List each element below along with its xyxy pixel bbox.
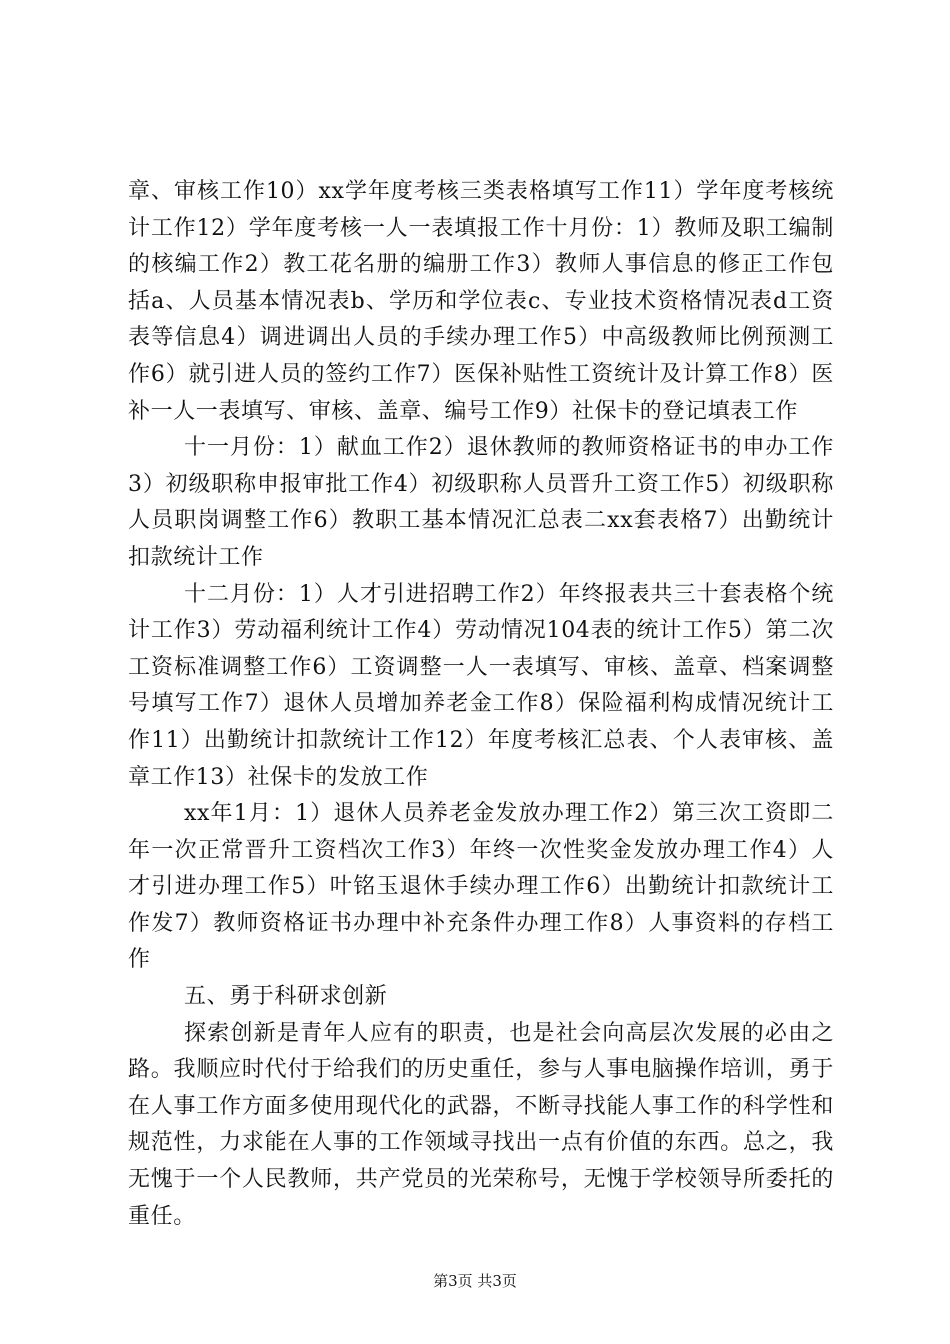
paragraph-january-tasks: xx年1月：1）退休人员养老金发放办理工作2）第三次工资即二年一次正常晋升工资档次工作3）年终一次性奖金发放办理工作4）人才引进办理工作5）叶铭玉退休手续办理工作6）出勤统计扣款统计工作发7）教师资格证书办理中补充条件办理工作8）人事资料的存档工作	[128, 801, 834, 973]
paragraph-innovation: 探索创新是青年人应有的职责，也是社会向高层次发展的必由之路。我顺应时代付于给我们的历史重任，参与人事电脑操作培训，勇于在人事工作方面多使用现代化的武器，不断寻找能人事工作的科学性和规范性，力求能在人事的工作领域寻找出一点有价值的东西。总之，我无愧于一个人民教师，共产党员的光荣称号，无愧于学校领导所委托的重任。	[128, 1020, 834, 1229]
paragraph-november-tasks: 十一月份：1）献血工作2）退休教师的教师资格证书的申办工作3）初级职称申报审批工作4）初级职称人员晋升工资工作5）初级职称人员职岗调整工作6）教职工基本情况汇总表二xx套表格7）出勤统计扣款统计工作	[128, 435, 834, 570]
paragraph-august-september-tasks: 章、审核工作10）xx学年度考核三类表格填写工作11）学年度考核统计工作12）学年度考核一人一表填报工作十月份：1）教师及职工编制的核编工作2）教工花名册的编册工作3）教师人事信息的修正工作包括a、人员基本情况表b、学历和学位表c、专业技术资格情况表d工资表等信息4）调进调出人员的手续办理工作5）中高级教师比例预测工作6）就引进人员的签约工作7）医保补贴性工资统计及计算工作8）医补一人一表填写、审核、盖章、编号工作9）社保卡的登记填表工作	[128, 179, 834, 424]
document-body	[128, 174, 834, 1235]
section-heading-innovation: 五、勇于科研求创新	[184, 984, 388, 1010]
page-number-footer: 第3页 共3页	[433, 1272, 517, 1290]
paragraph-december-tasks: 十二月份：1）人才引进招聘工作2）年终报表共三十套表格个统计工作3）劳动福利统计工作4）劳动情况104表的统计工作5）第二次工资标准调整工作6）工资调整一人一表填写、审核、盖章、档案调整号填写工作7）退休人员增加养老金工作8）保险福利构成情况统计工作11）出勤统计扣款统计工作12）年度考核汇总表、个人表审核、盖章工作13）社保卡的发放工作	[128, 581, 834, 790]
